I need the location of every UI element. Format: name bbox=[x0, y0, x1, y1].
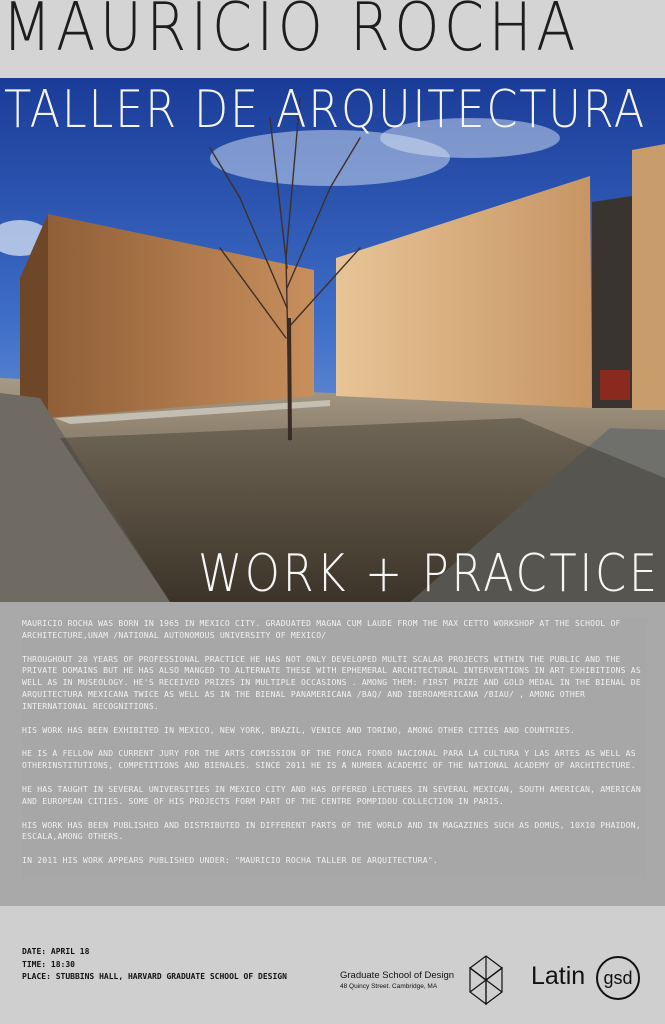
tagline: WORK + PRACTICE bbox=[198, 544, 660, 604]
bio-paragraph: THROUGHOUT 20 YEARS OF PROFESSIONAL PRACTICE HE HAS NOT ONLY DEVELOPED MULTI SCALAR PROJECTS WITHIN THE PUBLIC AND THE PRIVATE DOMAINS BUT HE HAS ALSO MANGED TO ALTERNATE THESE WITH EPHEMERAL ARCHITECTURAL INTERVENTIONS IN ART EXHIBITIONS AS WELL AS IN MUSEOLOGY. HE'S RECEIVED PRIZES IN MULTIPLE OCCASIONS . AMONG THEM: FIRST PRIZE AND GOLD MEDAL IN THE BIENAL DE ARQUITECTURA MEXICANA TWICE AS WELL AS IN THE BIENAL PANAMERICANA /BAQ/ AND IBEROAMERICANA /BIAU/ , AMONG OTHER INTERNATIONAL RECOGNITIONS. bbox=[22, 653, 641, 711]
gsd-logo-icon bbox=[466, 954, 506, 1010]
header-band bbox=[0, 0, 665, 78]
event-details bbox=[22, 946, 287, 984]
event-time: TIME: 18:30 bbox=[22, 959, 75, 969]
bio-paragraph: IN 2011 HIS WORK APPEARS PUBLISHED UNDER: "MAURICIO ROCHA TALLER DE ARQUITECTURA". bbox=[22, 855, 438, 866]
architecture-photo bbox=[0, 78, 665, 602]
gsd-circle-label: gsd bbox=[603, 968, 633, 988]
bio-paragraph: HE IS A FELLOW AND CURRENT JURY FOR THE ARTS COMISSION OF THE FONCA FONDO NACIONAL PARA LA CULTURA Y LAS ARTES AS WELL AS OTHERINSTITUTIONS, COMPETITIONS AND BIENALES. SINCE 2011 HE IS A NUMBER ACADEMIC OF THE NATIONAL ACADEMY OF ARCHITECTURE. bbox=[22, 748, 636, 771]
bio-paragraph: HE HAS TAUGHT IN SEVERAL UNIVERSITIES IN MEXICO CITY AND HAS OFFERED LECTURES IN SEVERAL MEXICAN, SOUTH AMERICAN, AMERICAN AND EUROPEAN CITIES. SOME OF HIS PROJECTS FORM PART OF THE CENTRE POMPIDOU COLLECTION IN PARIS. bbox=[22, 783, 641, 806]
poster-title: MAURICIO ROCHA bbox=[2, 0, 580, 66]
gsd-address: 48 Quincy Street. Cambridge, MA bbox=[340, 983, 438, 990]
gsd-credit bbox=[340, 970, 454, 991]
biography bbox=[22, 618, 647, 879]
courtyard-illustration bbox=[0, 78, 665, 602]
bio-paragraph: HIS WORK HAS BEEN PUBLISHED AND DISTRIBUTED IN DIFFERENT PARTS OF THE WORLD AND IN MAGAZINES SUCH AS DOMUS, 10X10 PHAIDON, ESCALA,AMONG OTHERS. bbox=[22, 819, 641, 842]
bio-paragraph: MAURICIO ROCHA WAS BORN IN 1965 IN MEXICO CITY. GRADUATED MAGNA CUM LAUDE FROM THE MAX CETTO WORKSHOP AT THE SCHOOL OF ARCHITECTURE,UNAM /NATIONAL AUTONOMOUS UNIVERSITY OF MEXICO/ bbox=[22, 618, 621, 640]
footer-band bbox=[0, 906, 665, 1024]
poster-subtitle: TALLER DE ARQUITECTURA bbox=[4, 80, 647, 140]
gsd-circle-logo bbox=[596, 956, 640, 1000]
gsd-name: Graduate School of Design bbox=[340, 970, 455, 981]
latin-gsd-wordmark: Latin bbox=[531, 962, 586, 990]
event-date: DATE: APRIL 18 bbox=[22, 947, 90, 956]
bio-paragraph: HIS WORK HAS BEEN EXHIBITED IN MEXICO, NEW YORK, BRAZIL, VENICE AND TORINO, AMONG OTHER CITIES AND COUNTRIES. bbox=[22, 724, 575, 735]
event-place: PLACE: STUBBINS HALL, HARVARD GRADUATE SCHOOL OF DESIGN bbox=[22, 972, 287, 981]
